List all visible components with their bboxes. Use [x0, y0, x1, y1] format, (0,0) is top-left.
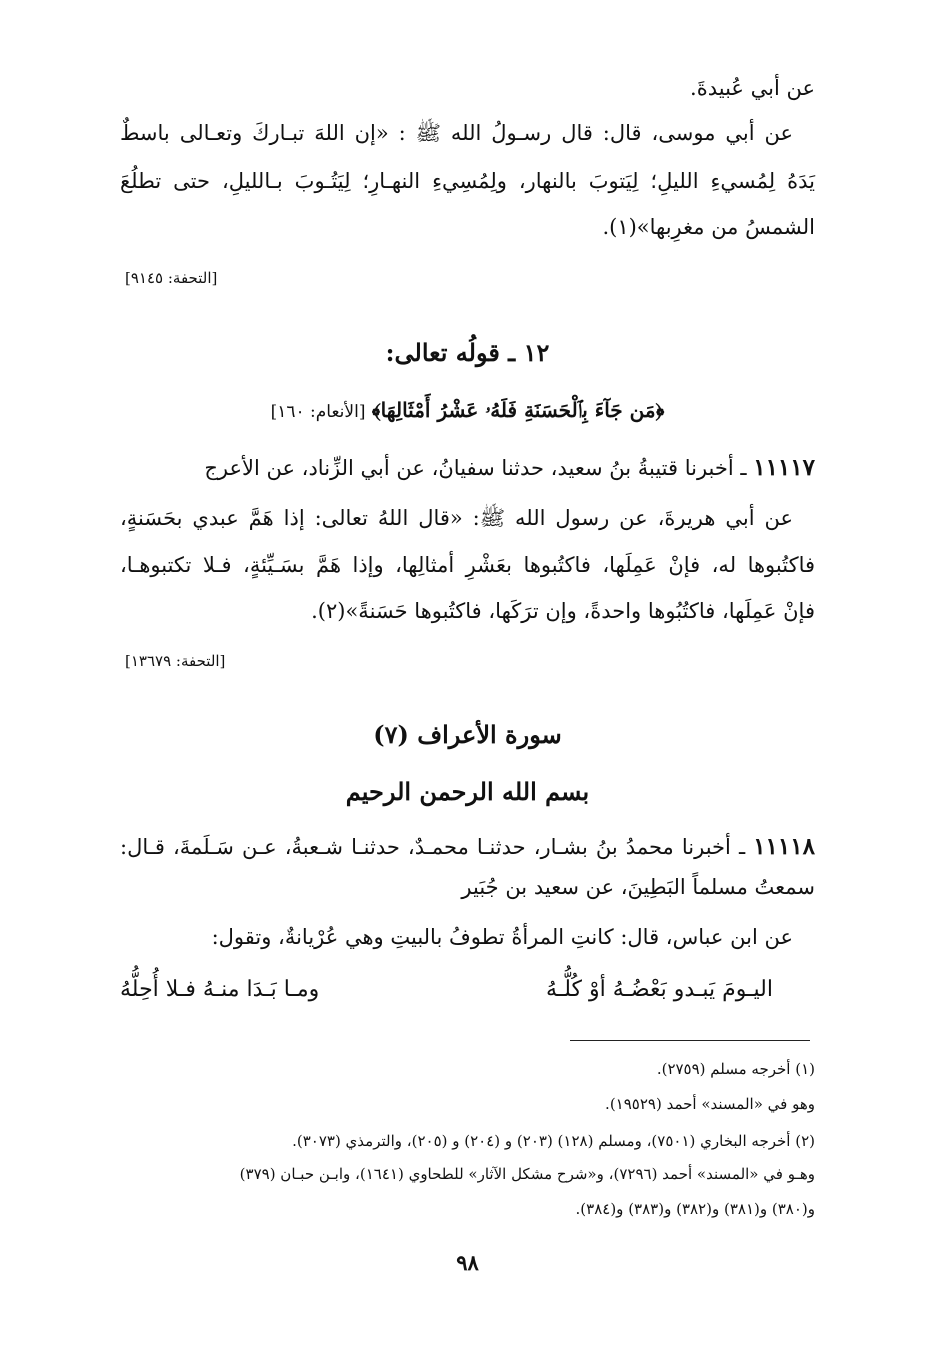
verse-reference: [الأنعام: ١٦٠]: [270, 402, 366, 422]
text-line: الشمسُ من مغرِبها»(١).: [602, 215, 815, 239]
book-page: [120, 0, 815, 1365]
footnote-line: (٢) أخرجه البخاري (٧٥٠١)، ومسلم (١٢٨) (٢٠٣) و (٢٠٤) و (٢٠٥)، والترمذي (٣٠٧٣).: [292, 1132, 815, 1150]
section-heading: ١٢ ـ قولُه تعالى:: [385, 338, 550, 367]
tuhfa-reference: [التحفة: ١٣٦٧٩]: [125, 652, 226, 670]
text-line: فاكتُبوها له، فإنْ عَمِلَها، فاكتُبوها بعَشْرِ أمثالِها، وإذا هَمَّ بسَـيِّئةٍ، فـلا تكتبوهـا،: [120, 553, 815, 577]
footnote-line: وهـو في «المسند» أحمد (٧٢٩٦)، و«شرح مشكل الآثار» للطحاوي (١٦٤١)، وابـن حبـان (٣٧٩): [239, 1165, 815, 1183]
hadith-number: ١١١١٧: [753, 454, 815, 481]
text-line: فإنْ عَمِلَها، فاكتُبُوها واحدةً، وإن ترَكَها، فاكتُبوها حَسَنةً»(٢).: [311, 599, 815, 623]
page-number: ٩٨: [456, 1250, 479, 1275]
hadith-first-line: [120, 832, 815, 862]
hadith-isnad: ـ أخبرنا محمدُ بنُ بشـار، حدثنـا محمـدٌ، حدثنـا شـعبةُ، عـن سَـلَمةَ، قـال:: [120, 835, 746, 859]
tuhfa-reference: [التحفة: ٩١٤٥]: [125, 269, 218, 287]
text-line: عن أبي عُبيدةَ.: [690, 76, 815, 100]
quran-verse: ﴿مَن جَآءَ بِٱلْحَسَنَةِ فَلَهُۥ عَشْرُ أَمْثَالِهَا﴾: [371, 398, 665, 422]
text-line: عن أبي موسى، قال: قال رسـولُ الله ﷺ : «إن اللهَ تبـاركَ وتعـالى باسطٌ: [120, 121, 793, 145]
footnote-line: وهو في «المسند» أحمد (١٩٥٢٩).: [605, 1095, 815, 1113]
basmala: بسم الله الرحمن الرحيم: [345, 777, 590, 806]
footnote-line: و(٣٨٠) و(٣٨١) و(٣٨٢) و(٣٨٣) و(٣٨٤).: [575, 1200, 815, 1218]
hadith-number: ١١١١٨: [753, 833, 815, 860]
footnote-line: (١) أخرجه مسلم (٢٧٥٩).: [656, 1060, 815, 1078]
text-line: يَدَهُ لِمُسيءِ الليلِ؛ لِيَتوبَ بالنهار، ولِمُسِيءِ النهـارِ؛ لِيَتُـوبَ بـالليلِ، حتى تطلُعَ: [120, 169, 815, 193]
hadith-first-line: [120, 453, 815, 483]
poem-hemistich-right: اليـومَ يَبـدو بَعْضُـهُ أوْ كُلُّـهُ: [545, 977, 773, 1002]
text-line: عن أبي هريرةَ، عن رسول الله ﷺ: «قال اللهُ تعالى: إذا هَمَّ عبدي بحَسَنةٍ،: [120, 506, 793, 530]
hadith-isnad: ـ أخبرنا قتيبةُ بنُ سعيد، حدثنا سفيانُ، عن أبي الزِّناد، عن الأعرج: [204, 456, 747, 480]
text-line: سمعتُ مسلماً البَطِينَ، عن سعيد بن جُبَير: [461, 875, 815, 899]
text-line: عن ابن عباس، قال: كانتِ المرأةُ تطوفُ بالبيتِ وهي عُرْيانةٌ، وتقول:: [211, 925, 793, 949]
quran-verse-line: [120, 395, 815, 427]
surah-title: سورة الأعراف (٧): [373, 720, 562, 749]
poem-hemistich-left: ومـا بَـدَا منـهُ فـلا أُحِلُّهُ: [120, 977, 320, 1002]
footnote-divider: [570, 1040, 810, 1041]
